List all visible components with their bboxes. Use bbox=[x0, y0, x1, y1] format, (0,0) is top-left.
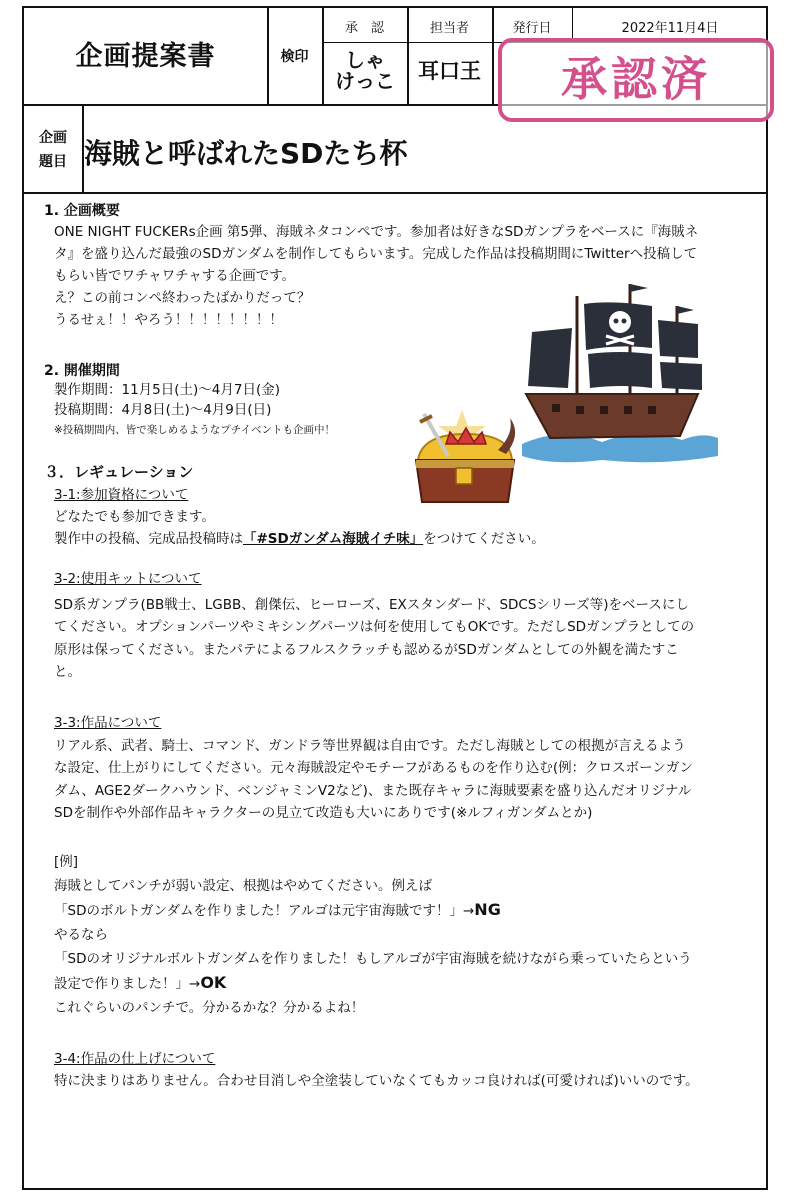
ng-mark: NG bbox=[474, 900, 501, 919]
date-column-header: 発行日 bbox=[512, 21, 552, 36]
project-label-line1: 企画 bbox=[39, 130, 67, 146]
ok-text: 設定で作りました！」→ bbox=[54, 976, 201, 992]
period-heading: 2. 開催期間 bbox=[44, 363, 120, 379]
approved-badge: 承認済 bbox=[498, 38, 774, 122]
document-title: 企画提案書 bbox=[75, 41, 216, 72]
project-label-line2: 題目 bbox=[39, 154, 67, 170]
example-line1: 海賊としてパンチが弱い設定、根拠はやめてください。例えば bbox=[54, 878, 432, 894]
posting-period: 投稿期間：4月8日(土)～4月9日(日) bbox=[54, 402, 272, 418]
person-stamp: 耳口王 bbox=[418, 59, 481, 83]
seal-label: 検印 bbox=[280, 49, 309, 65]
example-line6: これぐらいのパンチで。分かるかな？分かるよね！ bbox=[54, 1000, 365, 1016]
overview-line: うるせぇ！！やろう！！！！！！！！ bbox=[54, 312, 283, 328]
s2-line: 原形は保ってください。またパテによるフルスクラッチも認めるがSDガンダムとしての外観を満たすこ bbox=[54, 641, 679, 658]
s3-line: な設定、仕上がりにしてください。元々海賊設定やモチーフがあるものを作り込む(例：クロスボーンガン bbox=[54, 760, 693, 776]
regulation-s1 bbox=[54, 484, 766, 550]
production-period: 製作期間：11月5日(土)～4月7日(金) bbox=[54, 382, 281, 398]
issue-date: 2022年11月4日 bbox=[621, 21, 719, 36]
s1-line2 bbox=[54, 528, 766, 550]
overview-line: タ』を盛り込んだ最強のSDガンダムを制作してもらいます。完成した作品は投稿期間にTwitterへ投稿して bbox=[54, 246, 698, 262]
pirate-ship-illustration bbox=[502, 276, 722, 466]
regulation-s4 bbox=[54, 1048, 766, 1092]
overview-heading: 1. 企画概要 bbox=[44, 203, 120, 219]
example-ok-2 bbox=[54, 971, 766, 996]
person-column-header: 担当者 bbox=[429, 21, 469, 36]
s4-title: 3-4:作品の仕上げについて bbox=[54, 1051, 216, 1067]
period-note: ※投稿期間内、皆で楽しめるようなプチイベントも企画中！ bbox=[54, 424, 336, 436]
ok-mark: OK bbox=[200, 973, 227, 992]
approver-stamp: しゃ けっこ bbox=[335, 48, 395, 93]
example-label: [例] bbox=[54, 854, 79, 870]
s4-line1: 特に決まりはありません。合わせ目消しや全塗装していなくてもカッコ良ければ(可愛ければ)いいのです。 bbox=[54, 1073, 699, 1089]
ng-text: 「SDのボルトガンダムを作りました！アルゴは元宇宙海賊です！」→ bbox=[54, 903, 475, 919]
regulation-example bbox=[54, 850, 766, 1020]
example-ok-1: 「SDのオリジナルボルトガンダムを作りました！もしアルゴが宇宙海賊を続けながら乗っていたらという bbox=[54, 951, 692, 967]
regulation-s2 bbox=[54, 568, 766, 684]
proposal-sheet bbox=[22, 6, 768, 1190]
s1-title: 3-1:参加資格について bbox=[54, 487, 189, 503]
project-title-label bbox=[24, 126, 82, 174]
s2-line: てください。オプションパーツやミキシングパーツは何を使用してもOKです。ただしSDガンプラとしての bbox=[54, 619, 695, 635]
s3-line: ダム、AGE2ダークハウンド、ベンジャミンV2など)、また既存キャラに海賊要素を盛り込んだオリジナル bbox=[54, 782, 692, 799]
regulation-s3 bbox=[54, 712, 766, 825]
example-ng bbox=[54, 898, 766, 923]
hashtag: 「#SDガンダム海賊イチ味」 bbox=[243, 531, 424, 547]
project-title: 海賊と呼ばれたSDたち杯 bbox=[84, 137, 408, 170]
s2-title: 3-2:使用キットについて bbox=[54, 571, 202, 587]
s3-line: リアル系、武者、騎士、コマンド、ガンドラ等世界観は自由です。ただし海賊としての根拠が言えるよう bbox=[54, 737, 686, 754]
example-line3: やるなら bbox=[54, 927, 108, 943]
s3-line: SDを制作や外部作品キャラクターの見立て改造も大いにありです(※ルフィガンダムとか) bbox=[54, 805, 593, 821]
s1-line1: どなたでも参加できます。 bbox=[54, 509, 215, 525]
s1-line2-prefix: 製作中の投稿、完成品投稿時は bbox=[54, 531, 243, 547]
s2-line: SD系ガンプラ(BB戦士、LGBB、創傑伝、ヒーローズ、EXスタンダード、SDCSシリーズ等)をベースにし bbox=[54, 596, 689, 613]
period-text bbox=[54, 380, 335, 440]
title-row-bottom-border bbox=[24, 192, 768, 194]
regulation-heading: ３．レギュレーション bbox=[44, 463, 194, 481]
overview-line: ONE NIGHT FUCKERs企画 第5弾、海賊ネタコンペです。参加者は好きなSDガンプラをベースに『海賊ネ bbox=[54, 224, 699, 240]
s1-line2-suffix: をつけてください。 bbox=[423, 531, 545, 547]
approval-column-header: 承 認 bbox=[344, 21, 384, 36]
overview-line: もらい皆でワチャワチャする企画です。 bbox=[54, 268, 296, 284]
s2-line: と。 bbox=[54, 664, 81, 680]
s3-title: 3-3:作品について bbox=[54, 715, 162, 731]
overview-line: え？この前コンペ終わったばかりだって？ bbox=[54, 290, 311, 306]
